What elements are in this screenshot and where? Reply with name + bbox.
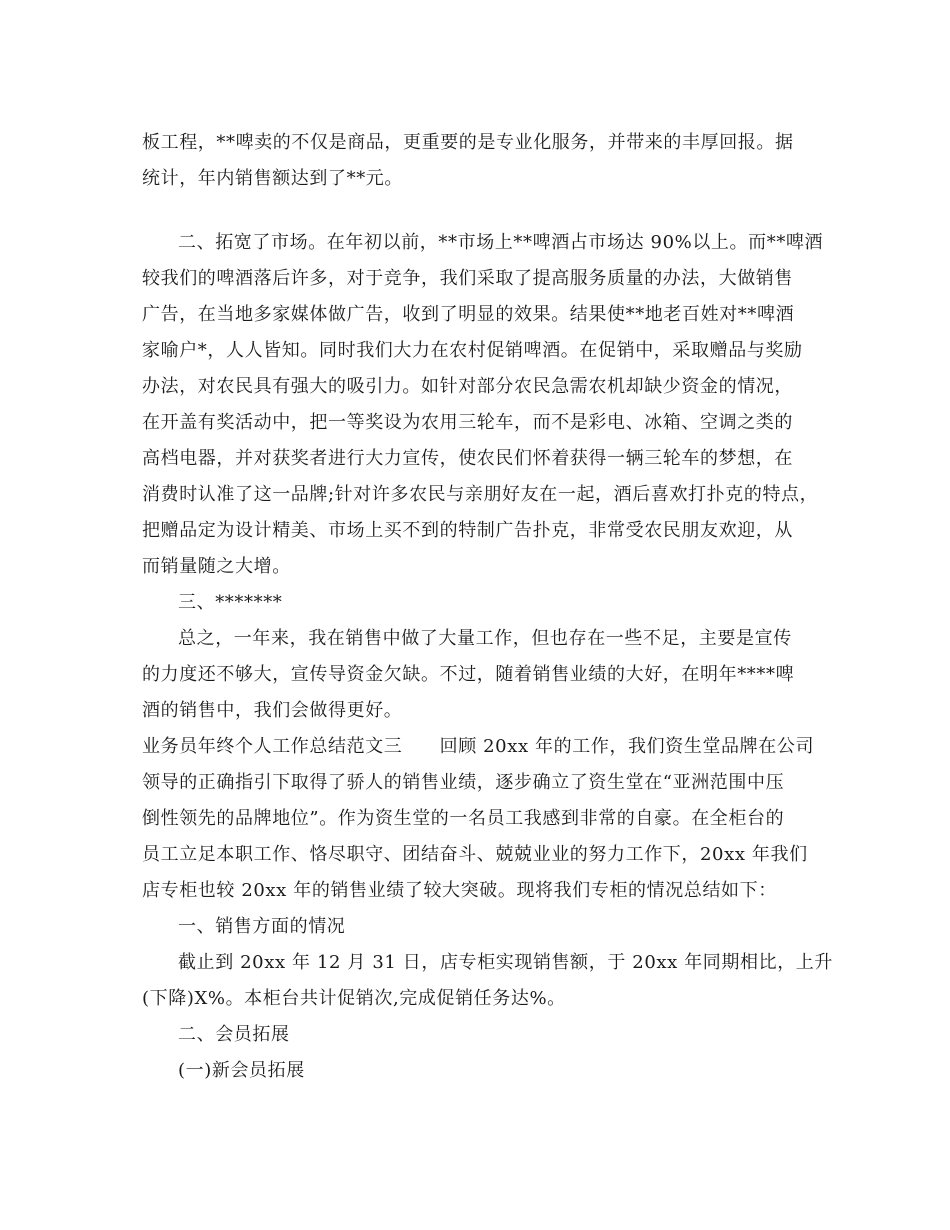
section-heading: 二、会员拓展 [178, 1024, 290, 1045]
text-line: 倒性领先的品牌地位”。作为资生堂的一名员工我感到非常的自豪。在全柜台的 [142, 808, 785, 829]
text-line: 店专柜也较 20xx 年的销售业绩了较大突破。现将我们专柜的情况总结如下： [142, 880, 777, 901]
text-line: 家喻户*，人人皆知。同时我们大力在农村促销啤酒。在促销中，采取赠品与奖励 [142, 340, 803, 361]
text-line: 在开盖有奖活动中，把一等奖设为农用三轮车，而不是彩电、冰箱、空调之类的 [142, 412, 793, 433]
text-line: 酒的销售中，我们会做得更好。 [142, 700, 403, 721]
section-heading: 三、******* [178, 592, 283, 613]
section-heading: (一)新会员拓展 [178, 1060, 305, 1081]
text-line: 截止到 20xx 年 12 月 31 日，店专柜实现销售额，于 20xx 年同期相比，上升 [178, 952, 833, 973]
text-line: 广告，在当地多家媒体做广告，收到了明显的效果。结果使**地老百姓对**啤酒 [142, 304, 795, 325]
text-line: (下降)X%。本柜台共计促销次,完成促销任务达%。 [142, 988, 566, 1009]
text-line: 的力度还不够大，宣传导资金欠缺。不过，随着销售业绩的大好，在明年****啤 [142, 664, 795, 685]
text-line: 业务员年终个人工作总结范文三 回顾 20xx 年的工作，我们资生堂品牌在公司 [142, 736, 815, 757]
text-line: 总之，一年来，我在销售中做了大量工作，但也存在一些不足，主要是宣传 [178, 628, 792, 649]
text-line: 办法，对农民具有强大的吸引力。如针对部分农民急需农机却缺少资金的情况， [142, 376, 793, 397]
text-line: 把赠品定为设计精美、市场上买不到的特制广告扑克，非常受农民朋友欢迎，从 [142, 520, 793, 541]
text-line: 二、拓宽了市场。在年初以前，**市场上**啤酒占市场达 90%以上。而**啤酒 [178, 232, 824, 253]
text-line: 统计，年内销售额达到了**元。 [142, 168, 403, 189]
text-line: 高档电器，并对获奖者进行大力宣传，使农民们怀着获得一辆三轮车的梦想，在 [142, 448, 793, 469]
text-line: 而销量随之大增。 [142, 556, 291, 577]
text-line: 领导的正确指引下取得了骄人的销售业绩，逐步确立了资生堂在“亚洲范围中压 [142, 772, 785, 793]
text-line: 板工程，**啤卖的不仅是商品，更重要的是专业化服务，并带来的丰厚回报。据 [142, 132, 794, 153]
text-line: 消费时认准了这一品牌;针对许多农民与亲朋好友在一起，酒后喜欢打扑克的特点， [142, 484, 819, 505]
section-heading: 一、销售方面的情况 [178, 916, 346, 937]
text-line: 员工立足本职工作、恪尽职守、团结奋斗、兢兢业业的努力工作下，20xx 年我们 [142, 844, 808, 865]
text-line: 较我们的啤酒落后许多，对于竞争，我们采取了提高服务质量的办法，大做销售 [142, 268, 793, 289]
